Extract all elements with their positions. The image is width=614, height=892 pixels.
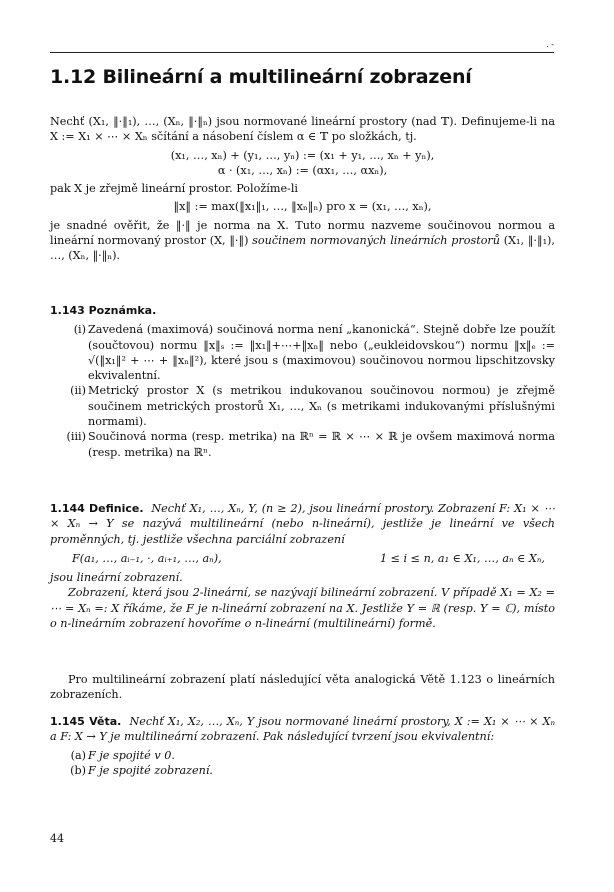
remark-heading: 1.143 Poznámka. (50, 304, 157, 317)
partial-map-formula (50, 551, 555, 566)
definition-paragraph-2: Zobrazení, která jsou 2-lineární, se nazývají bilineární zobrazení. V případě X₁ = X₂ = ⋯ = Xₙ =: X říkáme, že F je n-lineární zobrazení na X. Jestliže Y = ℝ (resp. Y = ℂ), místo o n-lineárním zobrazení hovoříme o n-lineární (multilineární) formě. (50, 586, 555, 631)
remark-list (50, 322, 555, 460)
theorem-item-label: (b) (70, 763, 86, 777)
partial-map-conditions: 1 ≤ i ≤ n, a₁ ∈ X₁, …, aₙ ∈ Xₙ, (379, 551, 545, 565)
theorem-item-text: F je spojité v 0. (88, 748, 175, 762)
section-title: 1.12 Bilineární a multilineární zobrazení (50, 66, 472, 88)
theorem-paragraph (50, 714, 555, 745)
remark-item-label: (ii) (70, 384, 86, 398)
theorem-item (50, 763, 555, 778)
definition-after: jsou lineární zobrazení. (50, 571, 183, 585)
intro-paragraph-3 (50, 218, 555, 264)
remark-block (50, 303, 555, 460)
theorem-block (50, 714, 555, 778)
equation-product-norm: ‖x‖ := max(‖x₁‖₁, …, ‖xₙ‖ₙ) pro x = (x₁, …, xₙ), (173, 200, 432, 214)
intro-paragraph-3-text: je snadné ověřit, že ‖·‖ je norma na X. Tuto normu nazveme součinovou normou a lineární normovaný prostor (X, ‖·‖) (50, 218, 555, 248)
intro-block (50, 114, 555, 264)
equation-scalar-multiplication: α · (x₁, …, xₙ) := (αx₁, …, αxₙ), (217, 163, 388, 177)
remark-item (50, 322, 555, 383)
remark-item (50, 429, 555, 460)
remark-item (50, 383, 555, 429)
theorem-lead: Nechť X₁, X₂, …, Xₙ, Y jsou normované lineární prostory, X := X₁ × ⋯ × Xₙ a F: X → Y je multilineární zobrazení. Pak následující tvrzení jsou ekvivalentní: (50, 715, 555, 744)
definition-paragraph (50, 501, 555, 547)
remark-item-text: Metrický prostor X (s metrikou indukovanou součinovou normou) je zřejmě součinem metrických prostorů X₁, …, Xₙ (s metrikami indukovanými příslušnými normami). (88, 384, 555, 429)
partial-map-expression: F(a₁, …, aᵢ₋₁, ·, aᵢ₊₁, …, aₙ), (72, 551, 222, 565)
definition-lead: Nechť X₁, …, Xₙ, Y, (n ≥ 2), jsou lineární prostory. Zobrazení F: X₁ × ⋯ × Xₙ → Y se nazývá multilineární (nebo n-lineární), jestliže je lineární ve všech proměnných, tj. jestliže všechna parciální zobrazení (50, 502, 555, 546)
theorem-item (50, 748, 555, 763)
remark-item-label: (iii) (66, 430, 86, 444)
page-number: 44 (50, 832, 64, 845)
intro-paragraph-1: Nechť (X₁, ‖·‖₁), …, (Xₙ, ‖·‖ₙ) jsou normované lineární prostory (nad 𝕋). Definujeme-li na X := X₁ × ⋯ × Xₙ sčítání a násobení číslem α ∈ 𝕋 po složkách, tj. (50, 115, 555, 144)
theorem-list (50, 748, 555, 779)
running-header-marks: . - (546, 40, 554, 49)
intro-paragraph-3-tail: (X₁, ‖·‖₁), …, (Xₙ, ‖·‖ₙ). (50, 234, 555, 263)
theorem-item-label: (a) (70, 748, 86, 762)
transition-block (50, 672, 555, 703)
equation-addition: (x₁, …, xₙ) + (y₁, …, yₙ) := (x₁ + y₁, …, xₙ + yₙ), (170, 148, 435, 162)
definition-heading: 1.144 Definice. (50, 502, 144, 515)
remark-item-text: Součinová norma (resp. metrika) na ℝⁿ = ℝ × ⋯ × ℝ je ovšem maximová norma (resp. metrika) na ℝⁿ. (88, 430, 555, 459)
remark-item-text: Zavedená (maximová) součinová norma není „kanonická“. Stejně dobře lze použít (součtovou) normu ‖x‖ₛ := ‖x₁‖+⋯+‖xₙ‖ nebo („eukleidovskou“) normu ‖x‖ₑ := √(‖x₁‖² + ⋯ + ‖xₙ‖²), které jsou s (maximovou) součinovou normou lipschitzovsky ekvivalentní. (88, 323, 555, 383)
theorem-item-text: F je spojité zobrazení. (88, 763, 213, 777)
definition-block (50, 501, 555, 631)
theorem-heading: 1.145 Věta. (50, 715, 122, 728)
transition-paragraph: Pro multilineární zobrazení platí následující věta analogická Větě 1.123 o lineárních zobrazeních. (50, 673, 555, 702)
defined-term: součinem normovaných lineárních prostorů (252, 234, 500, 248)
remark-item-label: (i) (73, 323, 86, 337)
intro-paragraph-2: pak X je zřejmě lineární prostor. Položíme-li (50, 182, 298, 196)
header-rule (50, 52, 554, 53)
